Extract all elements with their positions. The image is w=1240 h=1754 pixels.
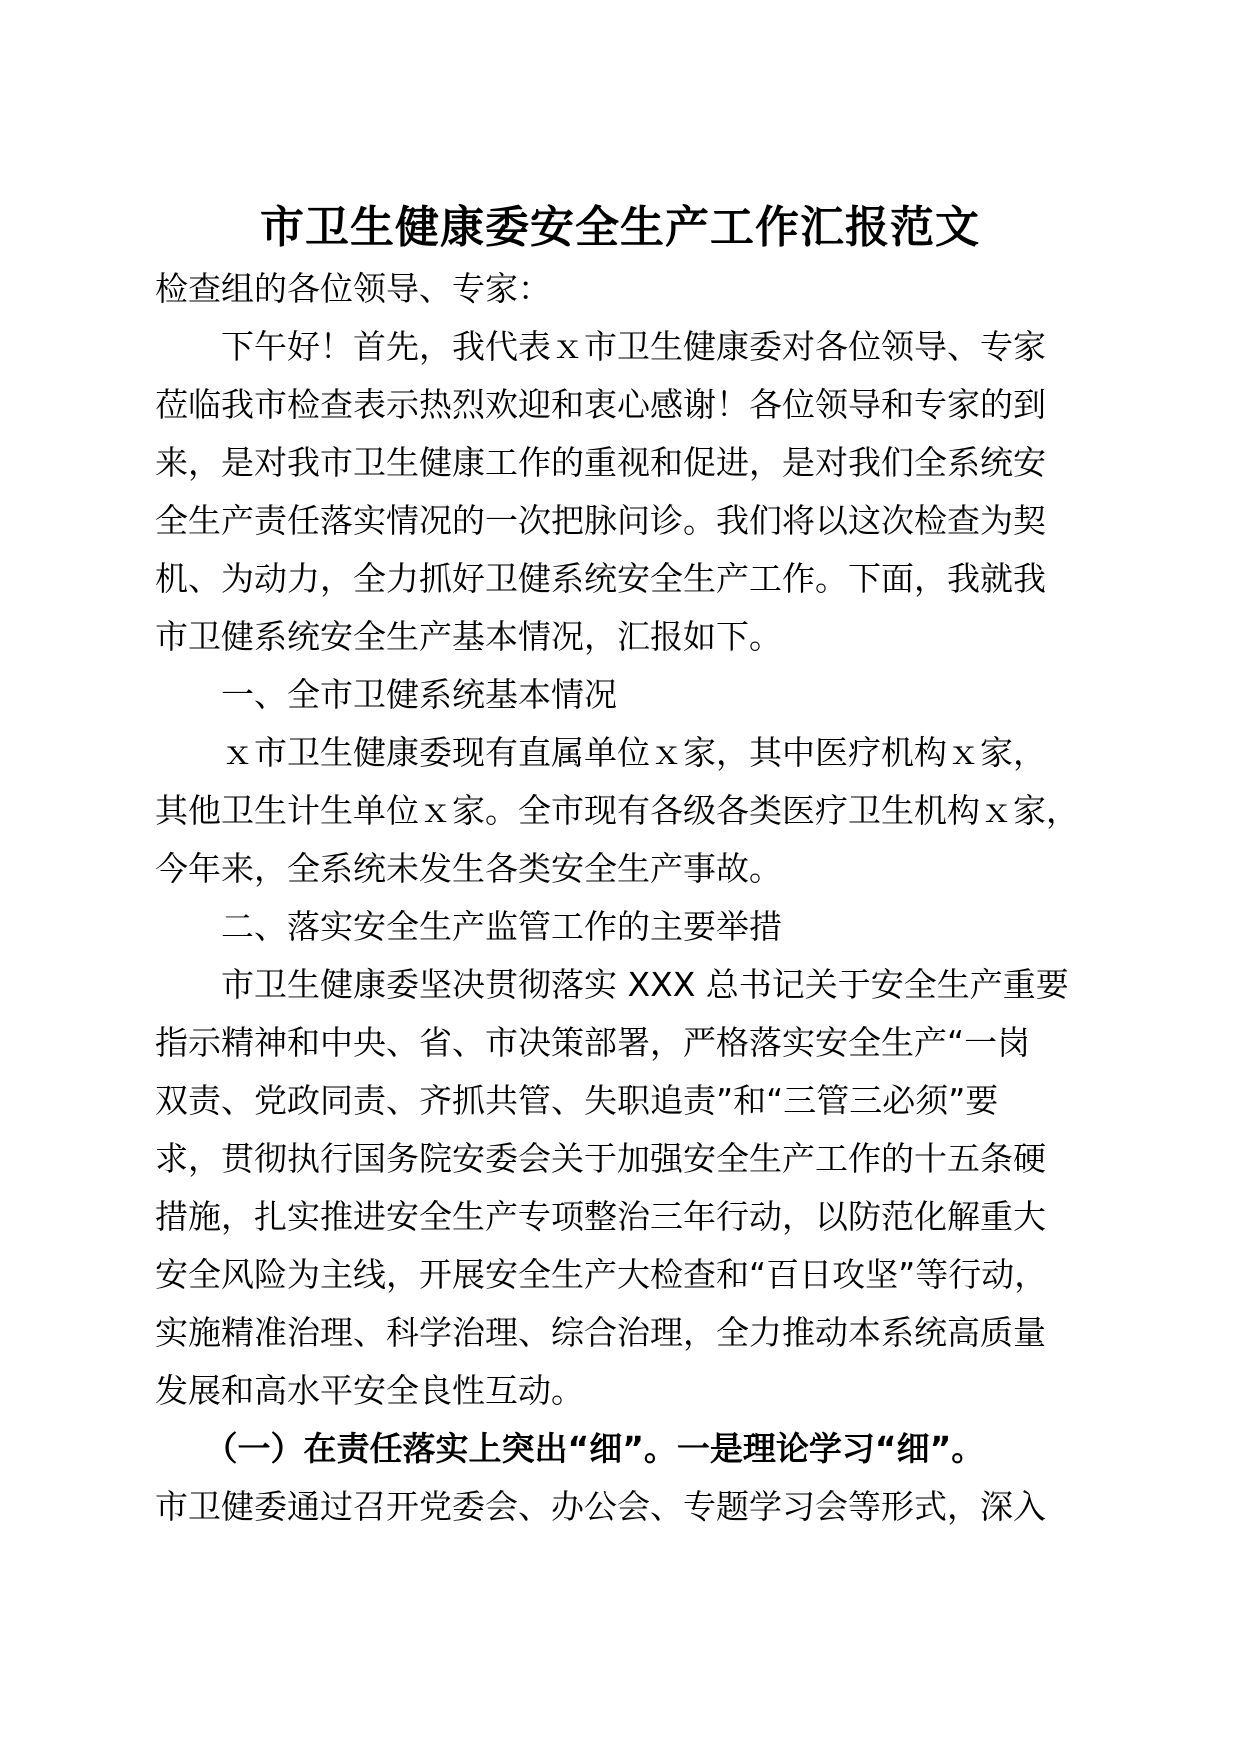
paragraph-line: 求，贯彻执行国务院安委会关于加强安全生产工作的十五条硬 [155,1139,1046,1178]
paragraph-line: ｘ市卫生健康委现有直属单位ｘ家，其中医疗机构ｘ家， [155,733,1046,772]
subsection-heading: （一）在责任落实上突出“细”。一是理论学习“细”。 [155,1429,985,1468]
paragraph-line: 其他卫生计生单位ｘ家。全市现有各级各类医疗卫生机构ｘ家， [155,791,1079,830]
paragraph-line: 市卫生健康委坚决贯彻落实 XXX 总书记关于安全生产重要 [155,965,1069,1004]
paragraph-line: 发展和高水平安全良性互动。 [155,1371,584,1410]
section-heading: 二、落实安全生产监管工作的主要举措 [155,907,782,946]
paragraph-line: 双责、党政同责、齐抓共管、失职追责”和“三管三必须”要 [155,1081,999,1120]
paragraph-line: 今年来，全系统未发生各类安全生产事故。 [155,849,782,888]
paragraph-line: 指示精神和中央、省、市决策部署，严格落实安全生产“一岗 [155,1023,1031,1062]
paragraph-line: 措施，扎实推进安全生产专项整治三年行动，以防范化解重大 [155,1197,1046,1236]
section-heading: 一、全市卫健系统基本情况 [155,675,617,714]
paragraph-line: 来，是对我市卫生健康工作的重视和促进，是对我们全系统安 [155,443,1046,482]
paragraph-line: 安全风险为主线，开展安全生产大检查和“百日攻坚”等行动， [155,1255,1048,1294]
paragraph-line: 市卫健委通过召开党委会、办公会、专题学习会等形式，深入 [155,1487,1046,1526]
document-title: 市卫生健康委安全生产工作汇报范文 [260,202,980,253]
paragraph-line: 实施精准治理、科学治理、综合治理，全力推动本系统高质量 [155,1313,1046,1352]
paragraph-line: 机、为动力，全力抓好卫健系统安全生产工作。下面，我就我 [155,559,1046,598]
paragraph-line: 下午好！首先，我代表ｘ市卫生健康委对各位领导、专家 [155,327,1046,366]
paragraph-line: 莅临我市检查表示热烈欢迎和衷心感谢！各位领导和专家的到 [155,385,1046,424]
salutation-line: 检查组的各位领导、专家： [155,269,551,308]
paragraph-line: 市卫健系统安全生产基本情况，汇报如下。 [155,617,782,656]
paragraph-line: 全生产责任落实情况的一次把脉问诊。我们将以这次检查为契 [155,501,1046,540]
